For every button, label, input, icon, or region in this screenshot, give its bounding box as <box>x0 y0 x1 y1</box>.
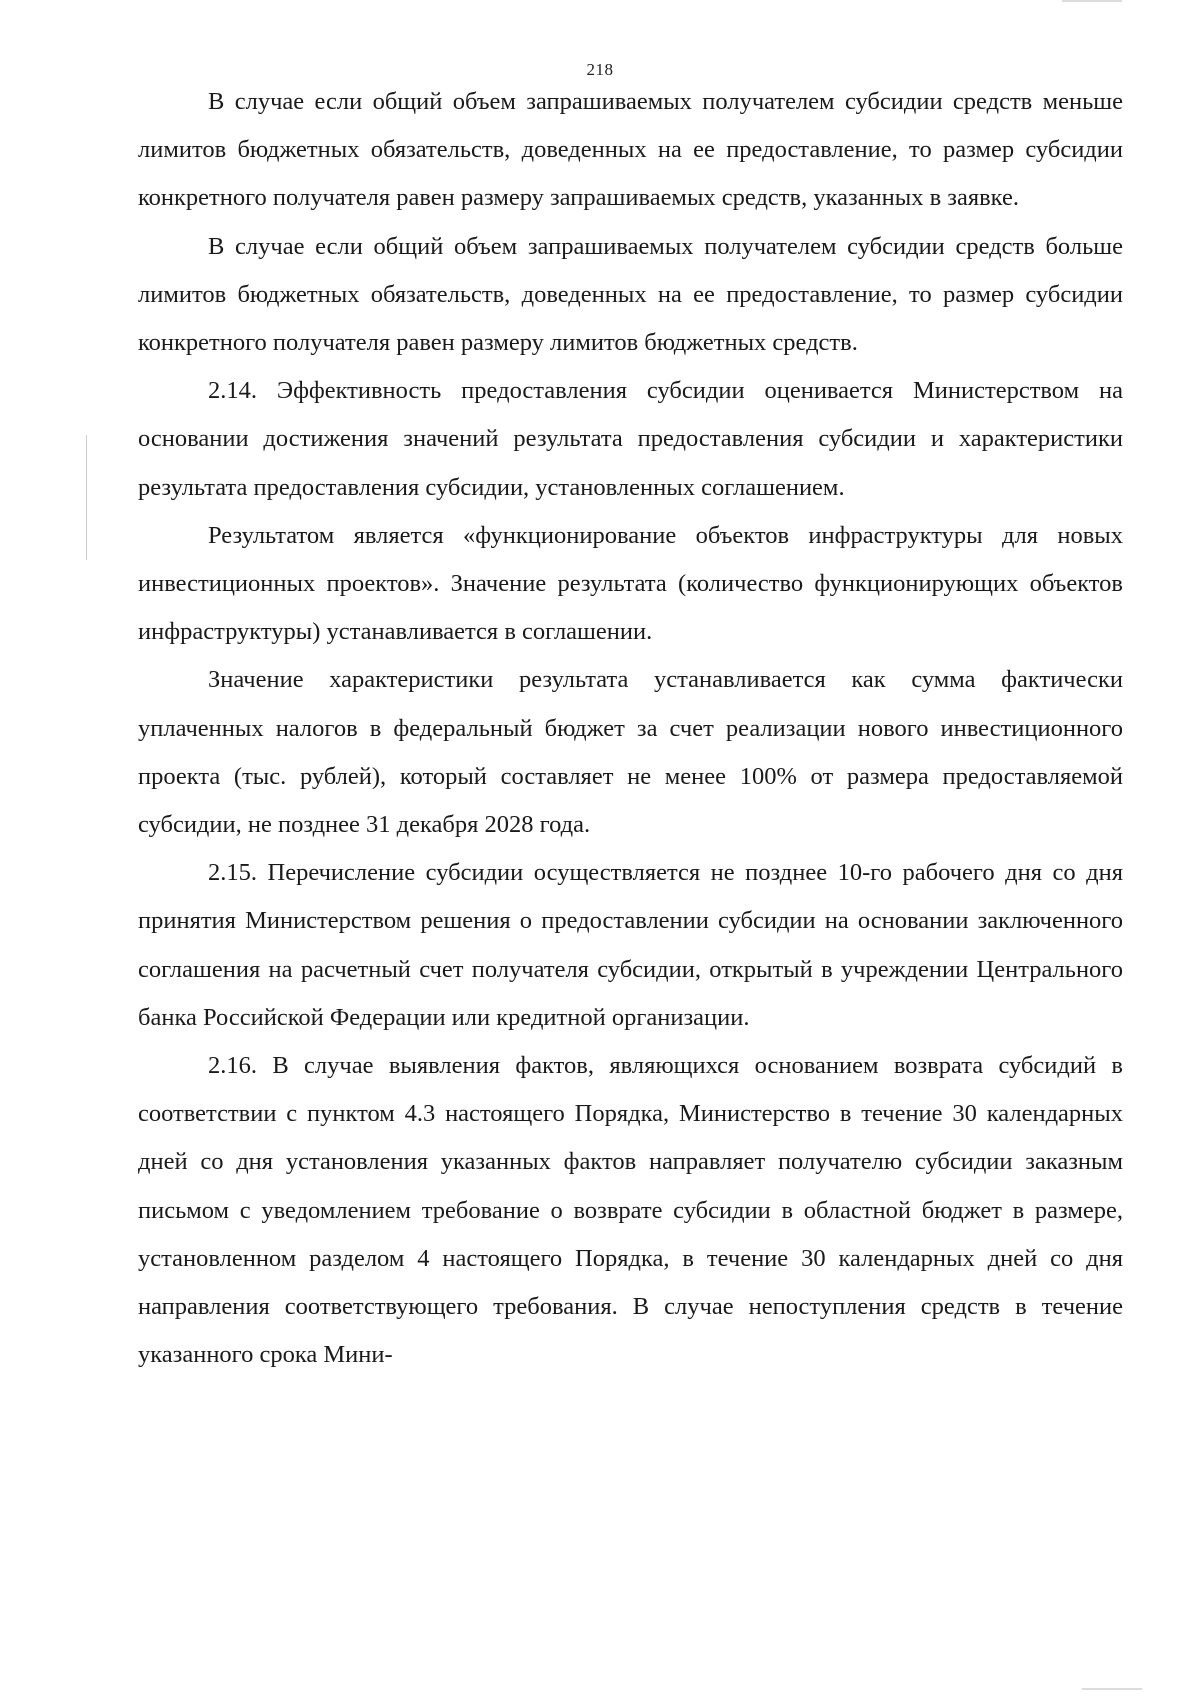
paragraph-1: В случае если общий объем запрашиваемых получателем субсидии средств меньше лимитов бюджетных обязательств, доведенных на ее предоставление, то размер субсидии конкретного получателя равен размеру запрашиваемых средств, указанных в заявке. <box>138 88 1123 212</box>
paragraph-2: В случае если общий объем запрашиваемых получателем субсидии средств больше лимитов бюджетных обязательств, доведенных на ее предоставление, то размер субсидии конкретного получателя равен размеру лимитов бюджетных средств. <box>138 232 1123 357</box>
paragraph-2-16: 2.16. В случае выявления фактов, являющихся основанием возврата субсидий в соответствии с пунктом 4.3 настоящего Порядка, Министерство в течение 30 календарных дней со дня установления указанных фактов направляет получателю субсидии заказным письмом с уведомлением требование о возврате субсидии в областной бюджет в размере, установленном разделом 4 настоящего Порядка, в течение 30 календарных дней со дня направления соответствующего требования. В случае непоступления средств в течение указанного срока Мини- <box>138 1052 1123 1369</box>
scan-artifact-top-right <box>1062 0 1122 2</box>
paragraph-2-14: 2.14. Эффективность предоставления субсидии оценивается Министерством на основании достижения значений результата предоставления субсидии и характеристики результата предоставления субсидии, установленных соглашением. <box>138 377 1123 501</box>
scan-artifact-left <box>86 435 87 560</box>
scan-artifact-bottom-right <box>1082 1688 1142 1690</box>
page-number: 218 <box>586 60 614 79</box>
paragraph-2-15: 2.15. Перечисление субсидии осуществляется не позднее 10-го рабочего дня со дня принятия Министерством решения о предоставлении субсидии на основании заключенного соглашения на расчетный счет получателя субсидии, открытый в учреждении Центрального банка Российской Федерации или кредитной организации. <box>138 859 1123 1031</box>
document-body <box>138 78 1123 1379</box>
paragraph-characteristic: Значение характеристики результата устанавливается как сумма фактически уплаченных налогов в федеральный бюджет за счет реализации нового инвестиционного проекта (тыс. рублей), который составляет не менее 100% от размера предоставляемой субсидии, не позднее 31 декабря 2028 года. <box>138 666 1123 839</box>
paragraph-result: Результатом является «функционирование объектов инфраструктуры для новых инвестиционных проектов». Значение результата (количество функционирующих объектов инфраструктуры) устанавливается в соглашении. <box>138 521 1123 646</box>
